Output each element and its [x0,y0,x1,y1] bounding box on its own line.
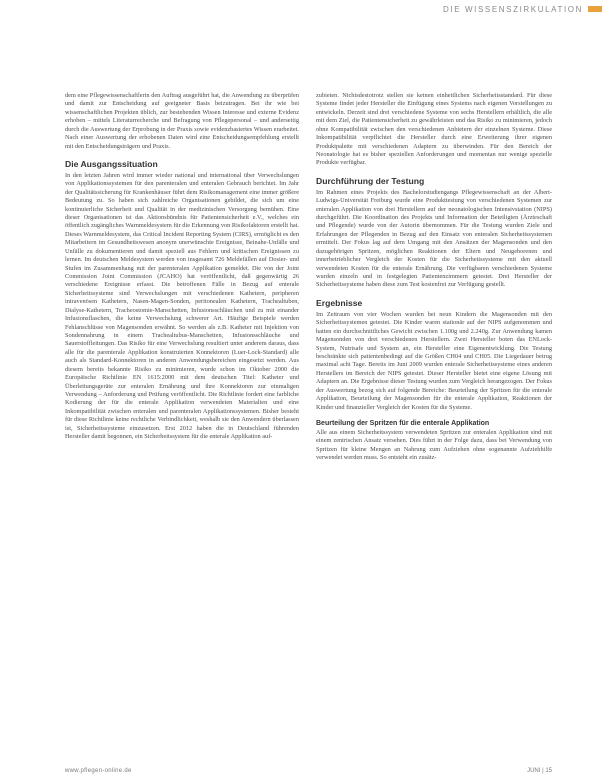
intro-paragraph: zubieten. Nichtsdestotrotz stellen sie keinen einheitlichen Sicherheitsstandard. Für diese Systeme findet jeder Hersteller die Einfügung eines Systems nach eigenen Vorstellungen zu entwickeln. Derzeit sind drei verschiedene Systeme von sechs Herstellern erhältlich, die alle mit dem Ziel, die Patientensicherheit zu gewährleisten und das Risiko zu minimieren, jedoch ohne Kompatibilität zwischen den verschiedenen Anbietern der einzelnen Systeme. Diese Inkompatibilität verpflichtet die Hersteller durch eine Erweiterung ihrer eigenen Produktpalette mit verschiedenen Adaptern zu überwinden. Für den Bereich der Neonatologie hat es bisher speziellen Anforderungen und momentan nur wenige spezielle Produkte verfügbar. [316,92,552,167]
header-accent-bar [588,6,602,12]
running-header [380,2,602,16]
intro-paragraph: dem eine Pflegewissenschaftlerin den Auftrag ausgeführt hat, die Anwendung zu überprüfen und damit zur Entscheidung auf geeigneter Basis beizutragen. Bei ihr wie bei wissenschaftlichen Projekten üblich, zur bestehenden Wissen Interesse und externe Evidenz erhoben – mittels Literaturrecherche und Befragung von Pflegepersonal – und anderseitig durch die Auswertung der Erprobung in der Praxis sowie evidenzbasiertes Wissen erarbeitet. Nach einer Auswertung der erhobenen Daten wird eine Entscheidungsempfehlung erstellt mit den Entscheidungsträgern und Praxis. [65,92,299,150]
right-column [316,92,552,463]
section-heading-testung: Durchführung der Testung [316,175,425,186]
subsection-heading-spritzen: Beurteilung der Spritzen für die enterale Applikation [316,419,490,427]
section-label: DIE WISSENSZIRKULATION [443,4,583,14]
section-heading-ausgangssituation: Die Ausgangssituation [65,158,158,169]
left-column [65,92,299,441]
body-paragraph: Im Rahmen eines Projekts des Bachelorstudiengangs Pflegewissenschaft an der Albert-Ludwigs-Universität Freiburg wurde eine Produkttestung von verschiedenen Systemen zur enteralen Applikation von drei Herstellern auf der neonatologischen Intensivstation (NIPS) durchgeführt. Die Koordination des Projekts und Information der Beteiligten (Ärzteschaft und Pflegende) wurde von der Autorin übernommen. Für die Testung wurden Ziele und Erfahrungen der Pflegenden in Bezug auf den Einsatz von enteralen Sicherheitssystemen ermittelt. Der Fokus lag auf dem Umgang mit den Ansätzen der Magensonden und den dazugehörigen Spritzen, möglichen Reaktionen der Eltern und Neugeborenen und innerbetrieblicher Vergleich der Kosten für die Sicherheitssysteme mit den aktuell verwendeten Kosten für die enterale Ernährung. Die verfügbaren verschiedenen Systeme wurden einzeln und in festgelegten Patientenzimmern getestet. Drei Hersteller der Sicherheitssysteme haben diese zum Test kostenfrei zur Verfügung gestellt. [316,188,552,289]
page-number: JUNI | 15 [527,768,552,774]
body-paragraph: Alle aus einem Sicherheitssystem verwendeten Spritzen zur enteralen Applikation sind mit einem zentrischen Ansatz versehen. Dies führt in der Folge dazu, dass bei Verwendung von Spritzen für kleine Mengen an Nahrung zum Aufziehen ohne sogenannte Aufziehhilfe verwendet werden muss. So entsteht ein zusätz- [316,428,552,462]
footer-url: www.pflegen-online.de [65,768,132,774]
body-paragraph: In den letzten Jahren wird immer wieder national und international über Verwechslungen von Applikationssystemen für den parenteralen und enteralen Gebrauch berichtet. Im Jahr der Qualitätssicherung für Krankenhäuser führt dem Risikomanagement eine immer größere Bedeutung zu. So haben sich zahlreiche Organisationen gebildet, die sich um eine kontinuierliche Sicherheit und Qualität in der medizinischen Versorgung bemühen. Eine dieser Organisationen ist das Aktionsbündnis für Patientensicherheit e.V., welches ein öffentlich zugängliches Warnmeldesystem für die Erkennung von Risikofaktoren erstellt hat. Dieses Warnmeldesystem, das Critical Incident Reporting System (CIRS), ermöglicht es den Mitarbeitern im Gesundheitswesen anonym unerwünschte Ereignisse, Beinahe-Unfälle und Unfälle zu dokumentieren und damit speziell aus Fehlern und kritischen Ereignissen zu lernen. Im deutschen Meldesystem werden von insgesamt 726 Meldefällen auf Dosier- und Stufen im Zusammenhang mit der parenteralen Applikation gemeldet. Die von der Joint Commission Joint Commission (JCAHO) hat veröffentlicht, daß gegenwärtig 26 verschiedene Ereignisse erfasst. Die betroffenen Fälle in Bezug auf enterale Sicherheitssysteme sind Verwechslungen mit verschiedenen Kathetern, peripheren intravenösen Kathetern, Nasen-Magen-Sonden, peritonealen Kathetern, Trachealtuben, Dialyse-Kathetern, Tracheostomie-Manschetten, Infusionsschläuchen und zu mit einander Infusionsflaschen, die keine Verwechslung schwerer Art. Häufige Beispiele werden Fehlanschlüsse von Magensonden erwähnt. So werden als z.B. Katheter mit Injektion von Sondennahrung in einem Trachealtubus-Manschetten, Infusionsschläuche und Sauerstoffleitungen. Das Risiko für eine Verwechslung resultiert unter anderem daraus, dass alle für die parenterale Applikation konstruierten Konnektoren (Luer-Lock-Standard) alle auch als Standard-Konnektoren in anderen Anwendungsbereichen eingesetzt werden. Aus diesem bereits bekannte Risiko zu minimieren, wurde schon im Oktober 2000 die Europäische Richtlinie EN 1615:2000 mit dem deutschen Titel: Katheter und Überleitungsgeräte zur enteralen Ernährung und ihre Konnektoren zur einmaligen Verwendung – Anforderung und Prüfung veröffentlicht. Die Richtlinie fordert eine farbliche Kodierung der für die enterale Applikation verwendeten Materialien und eine Inkompatibilität zwischen enteralen und parenteralen Applikationssystemen. Bisher besteht für diese Richtlinie keine rechtliche Verbindlichkeit, weshalb sie den Anwendern überlassen ist, Sicherheitssysteme einzusetzen. Erst 2012 haben die in Deutschland führenden Hersteller damit begonnen, ein Sicherheitssystem für die enterale Applikation auf- [65,171,299,441]
section-heading-ergebnisse: Ergebnisse [316,297,363,308]
body-paragraph: Im Zeitraum von vier Wochen wurden bei neun Kindern die Magensonden mit den Sicherheitssystemen getestet. Die Kinder waren stationär auf der NIPS aufgenommen und hatten ein durchschnittliches Gewicht zwischen 1.100g und 2.240g. Zur Anwendung kamen Magensonden von drei verschiedenen Herstellern. Zwei Hersteller boten das ENLock-System, Nutrisafe und System an, ein Hersteller eine Eigenentwicklung. Die Testung beschränkte sich patientenbedingt auf die Größen CH04 und CH05. Die Liegedauer betrug maximal acht Tage. Bereits im Juni 2009 wurden enterale Sicherheitssysteme eines anderen Herstellers im Bereich der NIPS getestet. Dieser Hersteller bietet eine eigene Lösung mit Adaptern an. Die Ergebnisse dieser Testung wurden zum Vergleich herangezogen. Der Fokus der Auswertung bezog sich auf folgende Bereiche: Beurteilung der Spritzen für die enterale Applikation, Beurteilung der Magensonden für die enterale Applikation, Reaktionen der Kinder und finanzieller Vergleich der Kosten für die Systeme. [316,310,552,411]
